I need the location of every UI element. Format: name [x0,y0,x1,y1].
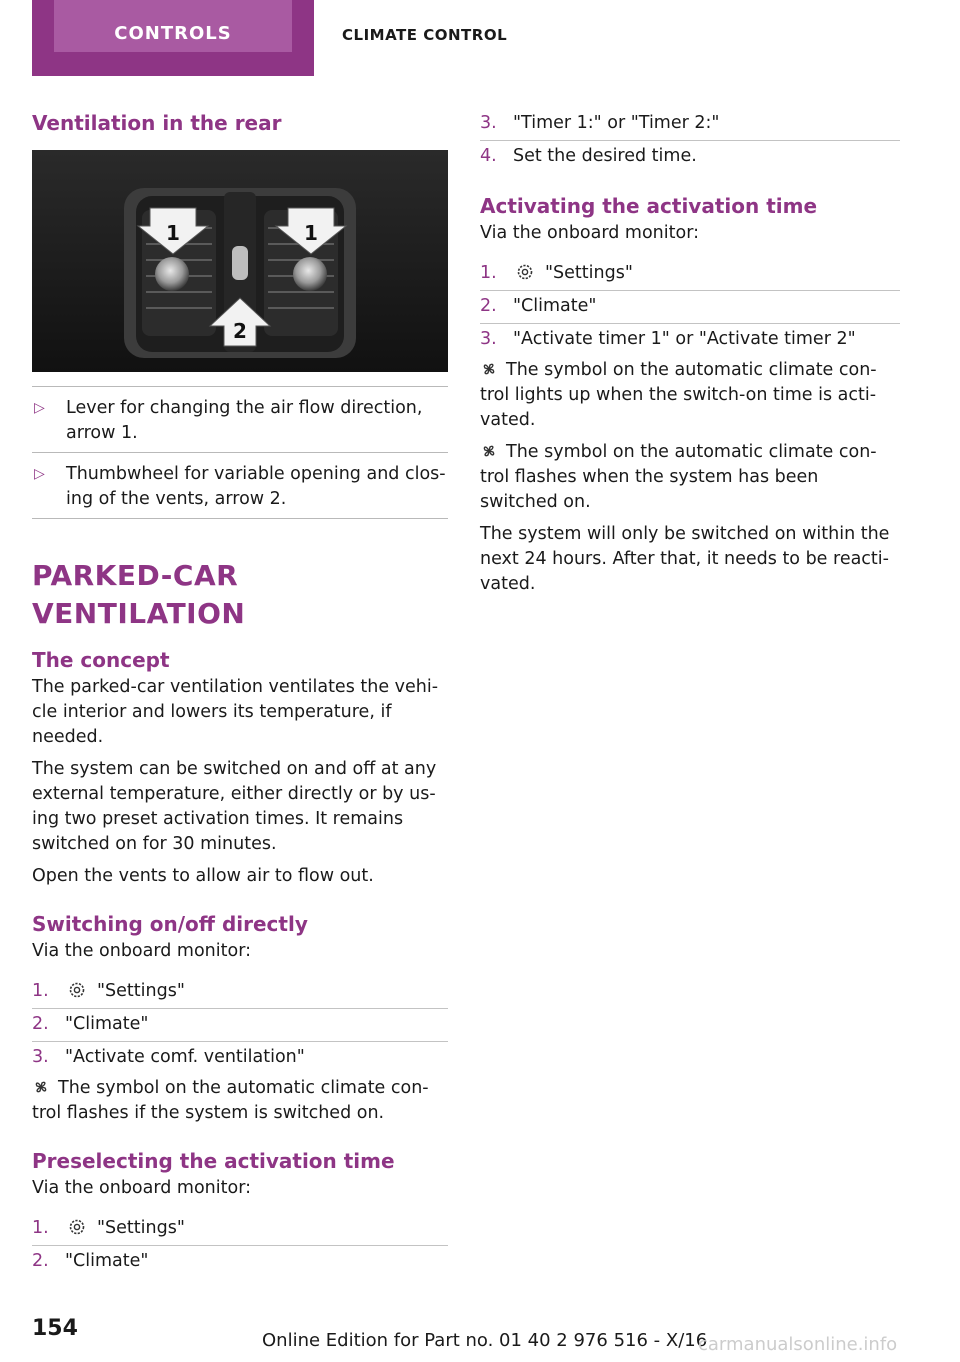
watermark: carmanualsonline.info [698,1334,898,1355]
fan-icon [32,1078,50,1096]
step-number: 1. [32,1218,49,1238]
list-item [32,1008,448,1041]
concept-paragraph-1: The parked-car ventilation ventilates the vehi‐cle interior and lowers its temperature, if needed. [32,677,439,747]
switch-via-text: Via the onboard monitor: [32,941,251,961]
heading-concept: The concept [32,648,170,672]
step-number: 3. [480,113,497,133]
gear-icon [515,262,535,282]
switch-note [32,1076,448,1126]
list-item [480,323,900,356]
rear-vents-illustration [32,150,448,372]
heading-ventilation-rear: Ventilation in the rear [32,111,282,135]
step-text: "Activate timer 1" or "Activate timer 2" [513,329,856,349]
list-item [480,108,900,140]
activate-steps-list [480,258,900,356]
right-column [480,108,900,597]
list-item [32,1213,448,1245]
step-number: 1. [480,263,497,283]
timer-note-lights-text: The symbol on the automatic climate con‐trol lights up when the switch-on time is acti‐vated. [480,360,877,430]
step-text: "Activate comf. ventilation" [65,1047,305,1067]
section-label: CLIMATE CONTROL [342,26,508,44]
timer-note-flashes [480,440,900,515]
gear-icon [67,980,87,1000]
switch-note-text: The symbol on the automatic climate con‐trol flashes if the system is switched on. [32,1078,429,1123]
presel-steps-continued [480,108,900,173]
list-item [480,140,900,173]
list-item [32,386,448,452]
step-text: "Settings" [97,981,185,1001]
step-text: "Timer 1:" or "Timer 2:" [513,113,720,133]
list-item [32,976,448,1008]
arrow-1-right-label: 1 [304,221,318,245]
step-text: Set the desired time. [513,146,697,166]
timer-note-lights [480,358,900,433]
page-number: 154 [32,1316,78,1341]
fan-icon [480,442,498,460]
presel-via-text: Via the onboard monitor: [32,1178,251,1198]
arrow-2-label: 2 [233,319,247,343]
chapter-tab [32,0,314,76]
presel-steps-list [32,1213,448,1278]
heading-switching: Switching on/off directly [32,912,308,936]
list-item [32,1245,448,1278]
left-column [32,108,448,1278]
edition-text: Online Edition for Part no. 01 40 2 976 516 - X/16 [262,1330,708,1351]
activate-via-text: Via the onboard monitor: [480,223,699,243]
step-text: "Climate" [65,1014,149,1034]
step-text: "Climate" [65,1251,149,1271]
step-text: "Settings" [97,1218,185,1238]
step-number: 3. [480,329,497,349]
step-number: 2. [32,1251,49,1271]
list-item-text: Lever for changing the air flow direction, arrow 1. [66,398,423,443]
rear-vents-photo [32,150,448,372]
chapter-label: CONTROLS [54,0,292,52]
triangle-bullet-icon: ▷ [34,400,45,416]
step-number: 2. [480,296,497,316]
list-item-text: Thumbwheel for variable opening and clos‐ing of the vents, arrow 2. [66,464,446,509]
arrow-1-left-label: 1 [166,221,180,245]
step-number: 3. [32,1047,49,1067]
step-text: "Settings" [545,263,633,283]
page-title: PARKED-CAR VENTILATION [32,559,246,630]
step-number: 1. [32,981,49,1001]
list-item [480,258,900,290]
step-number: 4. [480,146,497,166]
timer-note-24h: The system will only be switched on within the next 24 hours. After that, it needs to be reacti‐vated. [480,524,890,594]
heading-preselecting: Preselecting the activation time [32,1149,395,1173]
timer-note-flashes-text: The symbol on the automatic climate con‐trol flashes when the system has been switched on. [480,442,877,512]
step-text: "Climate" [513,296,597,316]
switch-steps-list [32,976,448,1074]
step-number: 2. [32,1014,49,1034]
triangle-bullet-icon: ▷ [34,466,45,482]
vent-controls-list [32,386,448,519]
fan-icon [480,360,498,378]
heading-activating: Activating the activation time [480,194,818,218]
list-item [32,1041,448,1074]
list-item [480,290,900,323]
gear-icon [67,1217,87,1237]
concept-paragraph-2: The system can be switched on and off at any external temperature, either directly or by us‐ing two preset activation times. It remains switched on for 30 minutes. [32,759,437,854]
concept-paragraph-3: Open the vents to allow air to flow out. [32,866,374,886]
list-item [32,452,448,519]
